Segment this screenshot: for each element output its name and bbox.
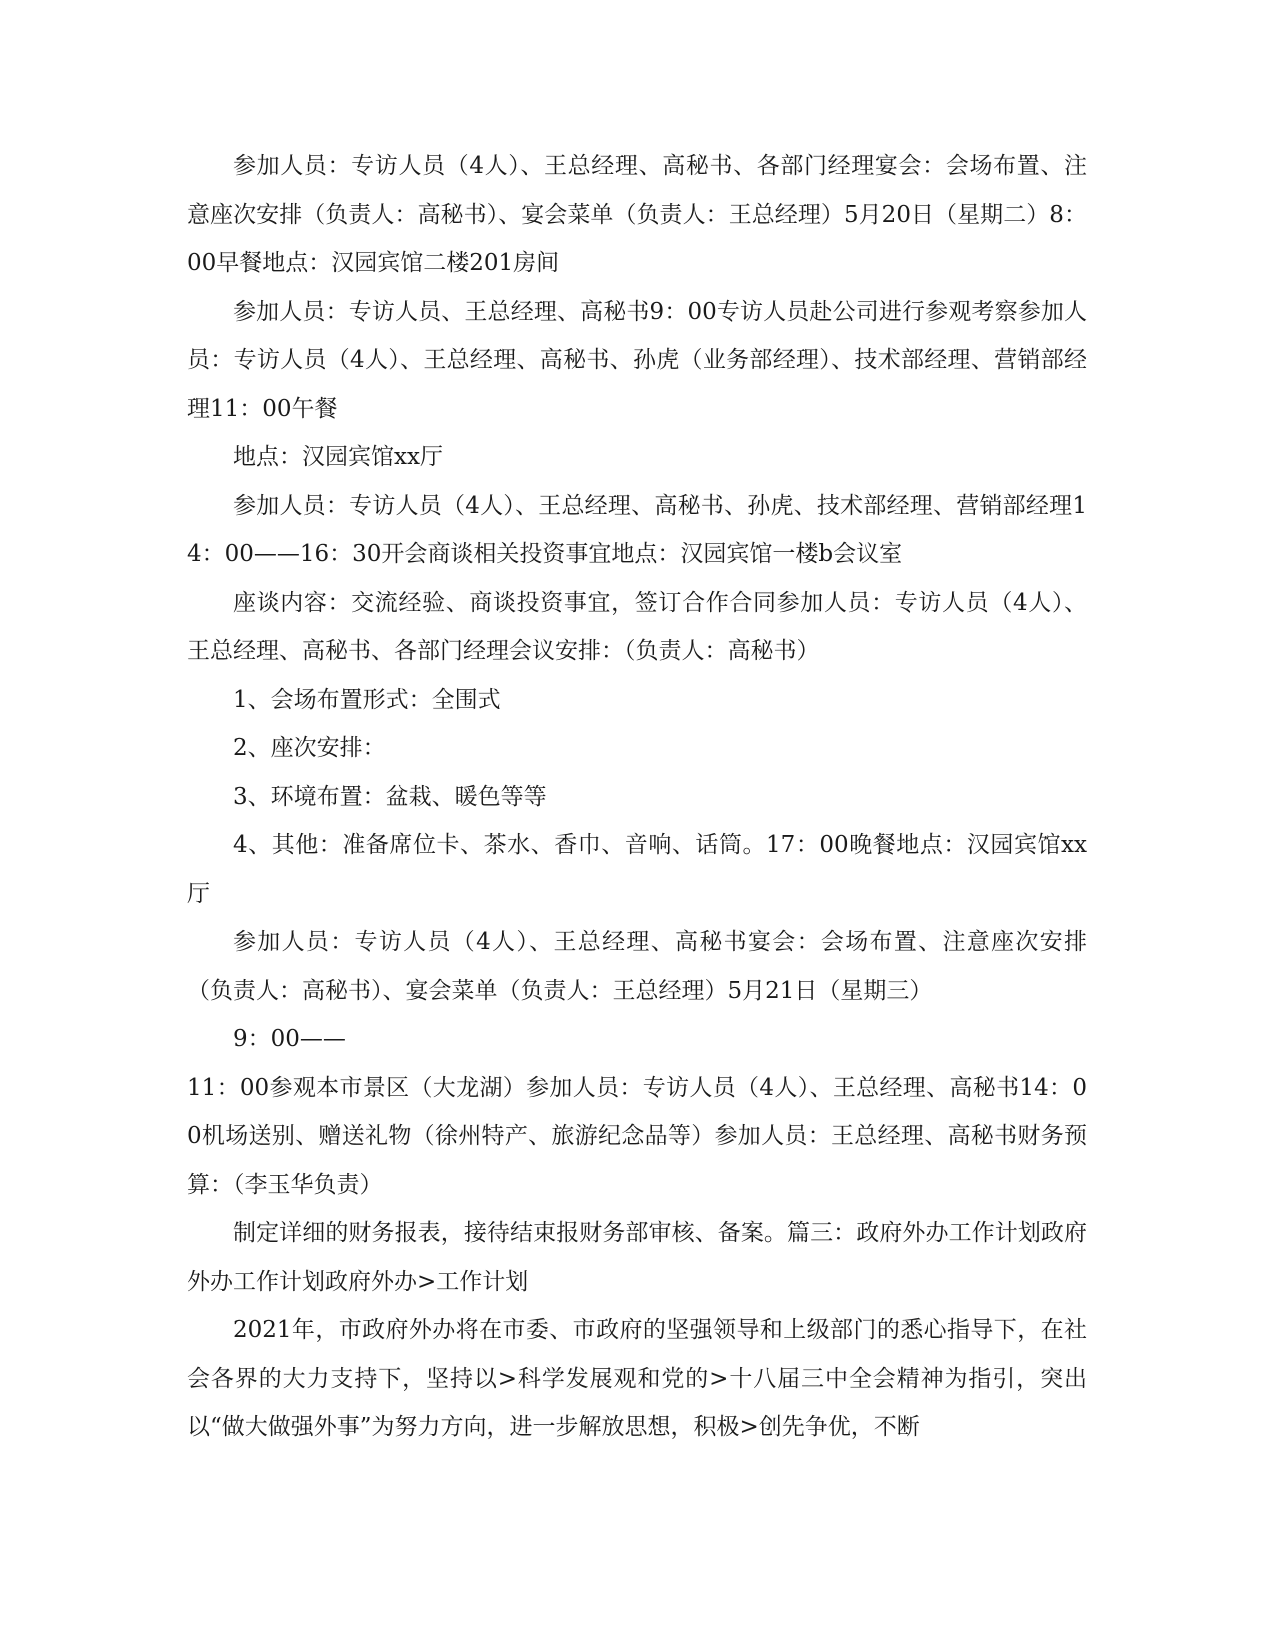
document-body (187, 142, 1087, 1452)
paragraph-2: 参加人员：专访人员、王总经理、高秘书9：00专访人员赴公司进行参观考察参加人员：专访人员（4人）、王总经理、高秘书、孙虎（业务部经理）、技术部经理、营销部经理11：00午餐 (187, 298, 1087, 422)
paragraph-6: 参加人员：专访人员（4人）、王总经理、高秘书宴会：会场布置、注意座次安排（负责人：高秘书）、宴会菜单（负责人：王总经理）5月21日（星期三） (187, 929, 1087, 1004)
list-item-2: 2、座次安排： (233, 735, 386, 761)
paragraph-7: 9：00—— (233, 1026, 346, 1052)
paragraph-10: 2021年，市政府外办将在市委、市政府的坚强领导和上级部门的悉心指导下，在社会各界的大力支持下，坚持以>科学发展观和党的>十八届三中全会精神为指引，突出以“做大做强外事”为努力方向，进一步解放思想，积极>创先争优，不断 (187, 1317, 1087, 1440)
paragraph-1: 参加人员：专访人员（4人）、王总经理、高秘书、各部门经理宴会：会场布置、注意座次安排（负责人：高秘书）、宴会菜单（负责人：王总经理）5月20日（星期二）8：00早餐地点：汉园宾馆二楼201房间 (187, 153, 1087, 276)
list-item-1: 1、会场布置形式：全围式 (233, 686, 501, 713)
paragraph-5: 座谈内容：交流经验、商谈投资事宜，签订合作合同参加人员：专访人员（4人）、王总经理、高秘书、各部门经理会议安排：（负责人：高秘书） (187, 589, 1087, 664)
paragraph-3: 地点：汉园宾馆xx厅 (233, 444, 443, 470)
paragraph-4: 参加人员：专访人员（4人）、王总经理、高秘书、孙虎、技术部经理、营销部经理14：00——16：30开会商谈相关投资事宜地点：汉园宾馆一楼b会议室 (187, 492, 1087, 567)
list-item-4: 4、其他：准备席位卡、茶水、香巾、音响、话筒。17：00晚餐地点：汉园宾馆xx厅 (187, 832, 1087, 907)
paragraph-8: 11：00参观本市景区（大龙湖）参加人员：专访人员（4人）、王总经理、高秘书14：00机场送别、赠送礼物（徐州特产、旅游纪念品等）参加人员：王总经理、高秘书财务预算：（李玉华负责） (187, 1074, 1087, 1198)
paragraph-9: 制定详细的财务报表，接待结束报财务部审核、备案。篇三：政府外办工作计划政府外办工作计划政府外办>工作计划 (187, 1220, 1087, 1295)
list-item-3: 3、环境布置：盆栽、暖色等等 (233, 783, 547, 810)
